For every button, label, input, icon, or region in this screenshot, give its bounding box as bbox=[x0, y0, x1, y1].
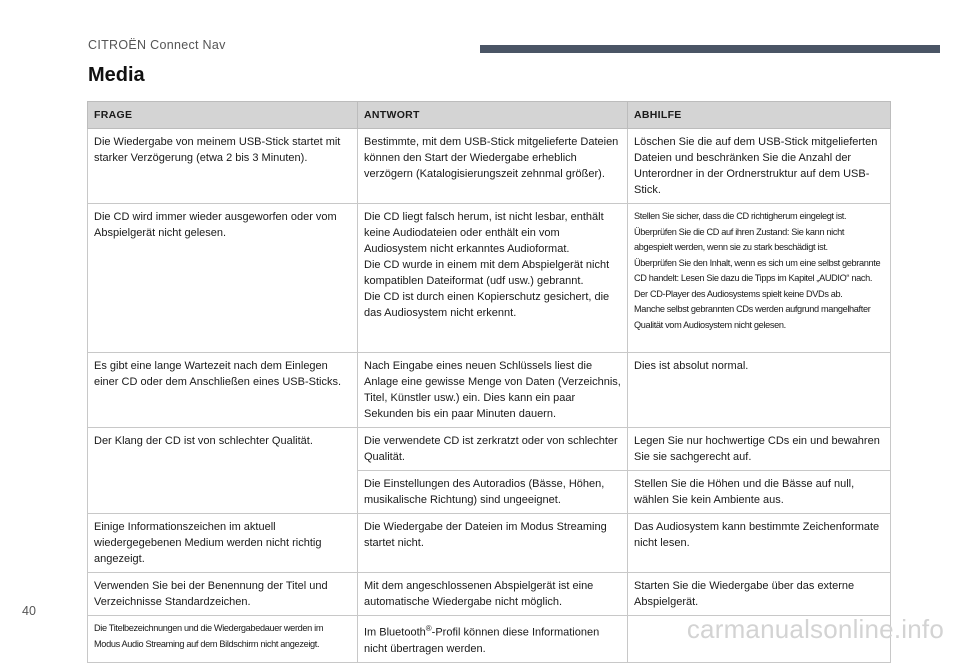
remedy-cell bbox=[628, 514, 891, 573]
remedy-cell bbox=[628, 353, 891, 428]
answer-cell bbox=[358, 616, 628, 663]
registered-mark: ® bbox=[425, 624, 432, 633]
answer-line: Nach Eingabe eines neuen Schlüssels liest die Anlage eine gewisse Menge von Daten (Verzeichnis, Titel, Künstler usw.) ein. Dies kann ein paar Sekunden bis ein paar Minuten dauern. bbox=[364, 360, 621, 420]
table-header-row bbox=[88, 102, 891, 129]
answer-line: Die verwendete CD ist zerkratzt oder von schlechter Qualität. bbox=[364, 435, 618, 463]
answer-line: Die CD wurde in einem mit dem Abspielgerät nicht kompatiblen Dateiformat (udf usw.) gebrannt. bbox=[364, 259, 610, 287]
answer-cell bbox=[358, 353, 628, 428]
table-row bbox=[88, 514, 891, 573]
remedy-line: Legen Sie nur hochwertige CDs ein und bewahren Sie sie sachgerecht auf. bbox=[634, 435, 880, 463]
header-accent-bar bbox=[480, 45, 940, 53]
remedy-line: Löschen Sie die auf dem USB-Stick mitgelieferten Dateien und beschränken Sie die Anzahl der Unterordner in der Ordnerstruktur auf dem USB-Stick. bbox=[634, 136, 878, 196]
page-title: Media bbox=[88, 64, 145, 86]
answer-line: Die Wiedergabe der Dateien im Modus Streaming startet nicht. bbox=[364, 521, 607, 549]
remedy-cell bbox=[628, 204, 891, 353]
question-cell: Es gibt eine lange Wartezeit nach dem Einlegen einer CD oder dem Anschließen eines USB-Sticks. bbox=[88, 353, 358, 428]
table-row bbox=[88, 204, 891, 353]
column-header-answer: ANTWORT bbox=[358, 102, 628, 129]
answer-text-prefix: Im Bluetooth bbox=[364, 626, 426, 639]
answer-cell bbox=[358, 129, 628, 204]
question-line: Die Titelbezeichnungen und die Wiedergabedauer werden im Modus Audio Streaming auf dem Bildschirm nicht angezeigt. bbox=[94, 623, 324, 649]
remedy-line: Das Audiosystem kann bestimmte Zeichenformate nicht lesen. bbox=[634, 521, 880, 549]
answer-line: Mit dem angeschlossenen Abspielgerät ist eine automatische Wiedergabe nicht möglich. bbox=[364, 580, 594, 608]
column-header-remedy: ABHILFE bbox=[628, 102, 891, 129]
remedy-cell bbox=[628, 129, 891, 204]
question-cell: Einige Informationszeichen im aktuell wiedergegebenen Medium werden nicht richtig angezeigt. bbox=[88, 514, 358, 573]
remedy-line: Überprüfen Sie den Inhalt, wenn es sich um eine selbst gebrannte CD handelt: Lesen Sie dazu die Tipps im Kapitel „AUDIO“ nach. bbox=[634, 257, 881, 283]
question-cell: Die CD wird immer wieder ausgeworfen oder vom Abspielgerät nicht gelesen. bbox=[88, 204, 358, 353]
remedy-cell bbox=[628, 428, 891, 471]
answer-line: Die CD ist durch einen Kopierschutz gesichert, die das Audiosystem nicht erkennt. bbox=[364, 291, 610, 319]
remedy-cell bbox=[628, 471, 891, 514]
column-header-question: FRAGE bbox=[88, 102, 358, 129]
answer-cell bbox=[358, 514, 628, 573]
remedy-line: Der CD-Player des Audiosystems spielt keine DVDs ab. bbox=[634, 288, 843, 299]
answer-line: Die CD liegt falsch herum, ist nicht lesbar, enthält keine Audiodateien oder enthält ein vom Audiosystem nicht erkanntes Audioformat. bbox=[364, 211, 604, 255]
table-row bbox=[88, 573, 891, 616]
answer-cell bbox=[358, 573, 628, 616]
question-cell: Die Wiedergabe von meinem USB-Stick startet mit starker Verzögerung (etwa 2 bis 3 Minuten). bbox=[88, 129, 358, 204]
answer-cell bbox=[358, 428, 628, 471]
remedy-line: Starten Sie die Wiedergabe über das externe Abspielgerät. bbox=[634, 580, 855, 608]
remedy-cell bbox=[628, 573, 891, 616]
table-row bbox=[88, 129, 891, 204]
remedy-line: Stellen Sie die Höhen und die Bässe auf null, wählen Sie kein Ambiente aus. bbox=[634, 478, 855, 506]
answer-cell bbox=[358, 471, 628, 514]
table-row bbox=[88, 353, 891, 428]
answer-line: Die Einstellungen des Autoradios (Bässe, Höhen, musikalische Richtung) sind ungeeignet. bbox=[364, 478, 605, 506]
brand-header: CITROËN Connect Nav bbox=[88, 38, 226, 52]
remedy-line: Stellen Sie sicher, dass die CD richtigherum eingelegt ist. bbox=[634, 211, 847, 221]
answer-cell bbox=[358, 204, 628, 353]
faq-table bbox=[87, 101, 891, 663]
remedy-line: Dies ist absolut normal. bbox=[634, 360, 749, 372]
remedy-line: Überprüfen Sie die CD auf ihren Zustand: Sie kann nicht abgespielt werden, wenn sie zu stark beschädigt ist. bbox=[634, 226, 845, 252]
question-cell: Verwenden Sie bei der Benennung der Titel und Verzeichnisse Standardzeichen. bbox=[88, 573, 358, 616]
table-row bbox=[88, 428, 891, 471]
question-cell bbox=[88, 616, 358, 663]
remedy-line: Manche selbst gebrannten CDs werden aufgrund mangelhafter Qualität vom Audiosystem nicht gelesen. bbox=[634, 304, 871, 330]
page-number: 40 bbox=[22, 604, 36, 618]
watermark: carmanualsonline.info bbox=[686, 614, 944, 644]
question-cell: Der Klang der CD ist von schlechter Qualität. bbox=[88, 428, 358, 514]
answer-line: Bestimmte, mit dem USB-Stick mitgelieferte Dateien können den Start der Wiedergabe erheblich verzögern (Katalogisierungszeit zehnmal größer). bbox=[364, 136, 619, 180]
answer-text-suffix: -Profil können diese Informationen nicht übertragen werden. bbox=[364, 626, 600, 655]
